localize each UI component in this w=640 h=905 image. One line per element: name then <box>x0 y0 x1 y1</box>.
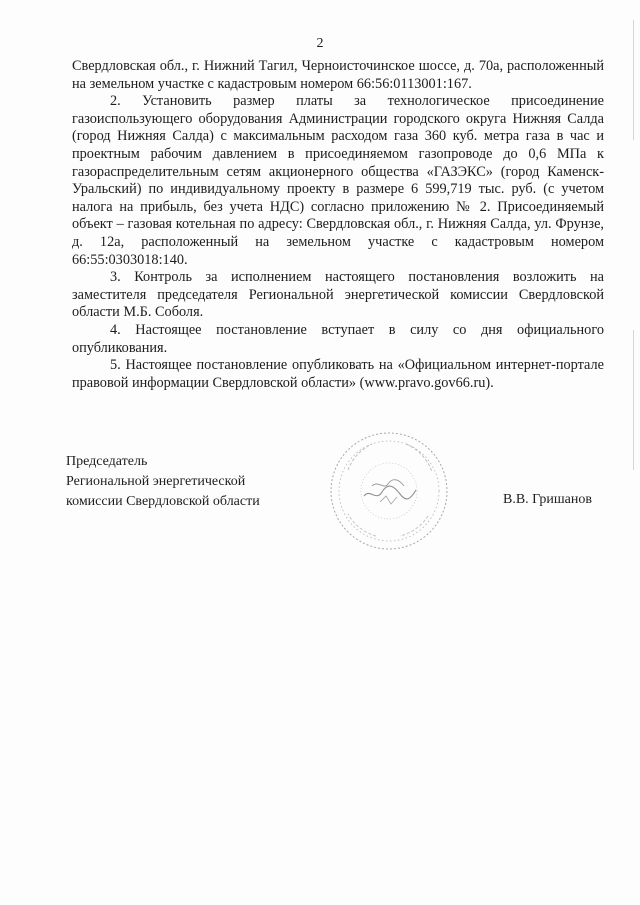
scan-edge-mark <box>633 20 634 140</box>
signatory-position-line: комиссии Свердловской области <box>66 494 260 509</box>
official-seal-stamp-icon <box>328 430 450 552</box>
paragraph-item-5: 5. Настоящее постановление опубликовать на «Официальном интернет-портале правовой информации Свердловской области» (www.pravo.gov66.ru). <box>72 357 604 391</box>
page-number: 2 <box>316 36 324 51</box>
document-body <box>72 58 604 392</box>
signatory-position-line: Председатель <box>66 454 148 469</box>
paragraph-item-2: 2. Установить размер платы за технологическое присоединение газоиспользующего оборудования Администрации городского округа Нижняя Салда (город Нижняя Салда) с максимальным расходом газа 360 куб. метра газа в час и проектным рабочим давлением в присоединяемом газопроводе до 0,6 МПа к газораспределительным сетям акционерного общества «ГАЗЭКС» (город Каменск-Уральский) по индивидуальному проекту в размере 6 599,719 тыс. руб. (с учетом налога на прибыль, без учета НДС) согласно приложению № 2. Присоединяемый объект – газовая котельная по адресу: Свердловская обл., г. Нижняя Салда, ул. Фрунзе, д. 12а, расположенный на земельном участке с кадастровым номером 66:55:0303018:140. <box>72 93 604 268</box>
scan-edge-mark <box>633 330 634 470</box>
paragraph-item-4: 4. Настоящее постановление вступает в силу со дня официального опубликования. <box>72 321 604 356</box>
signatory-position <box>66 452 260 512</box>
paragraph-address-continuation: Свердловская обл., г. Нижний Тагил, Черноисточинское шоссе, д. 70а, расположенный на земельном участке с кадастровым номером 66:56:0113001:167. <box>72 58 604 92</box>
signatory-position-line: Региональной энергетической <box>66 474 246 489</box>
signatory-name: В.В. Гришанов <box>503 492 592 507</box>
paragraph-item-3: 3. Контроль за исполнением настоящего постановления возложить на заместителя председателя Региональной энергетической комиссии Свердловской области М.Б. Соболя. <box>72 269 604 321</box>
